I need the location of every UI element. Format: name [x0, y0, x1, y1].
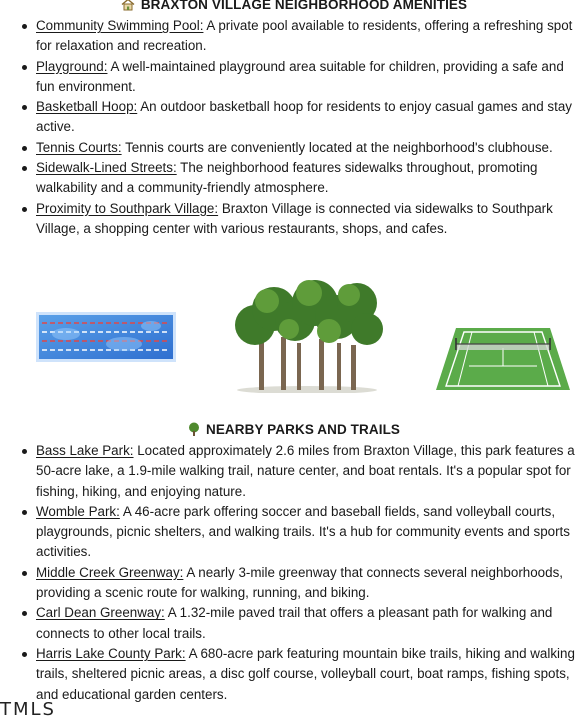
- list-item: [0, 199, 588, 240]
- list-item: [0, 97, 588, 138]
- amenity-term: Basketball Hoop:: [36, 99, 138, 115]
- trees-image: [229, 273, 385, 393]
- amenity-text: Tennis courts are conveniently located at the neighborhood's clubhouse.: [121, 139, 553, 155]
- swimming-pool-image: [36, 312, 176, 362]
- amenity-text: A private pool available to residents, offering a refreshing spot for relaxation and recreation.: [36, 18, 573, 54]
- house-icon: [121, 0, 135, 14]
- list-item: [0, 644, 588, 705]
- list-item: [0, 441, 588, 502]
- park-text: A nearly 3-mile greenway that connects several neighborhoods, providing a scenic route for walking, running, and biking.: [36, 564, 563, 601]
- amenity-term: Playground:: [36, 58, 108, 74]
- list-item: [0, 603, 588, 644]
- amenity-text: The neighborhood features sidewalks throughout, promoting walkability and a community-friendly atmosphere.: [36, 160, 538, 196]
- tennis-court-image: [436, 326, 570, 390]
- list-item: [0, 57, 588, 98]
- parks-heading: [0, 422, 588, 439]
- amenities-heading-text: BRAXTON VILLAGE NEIGHBORHOOD AMENITIES: [140, 0, 468, 12]
- park-text: A 680-acre park featuring mountain bike trails, hiking and walking trails, sheltered picnic areas, a disc golf course, volleyball court, boat ramps, fishing spots, and educational garden centers.: [36, 645, 575, 702]
- amenity-text: A well-maintained playground area suitable for children, providing a safe and fun environment.: [36, 58, 564, 94]
- park-term: Middle Creek Greenway:: [36, 564, 184, 580]
- park-term: Womble Park:: [36, 503, 120, 519]
- park-text: A 46-acre park offering soccer and baseball fields, sand volleyball courts, playgrounds, picnic shelters, and walking trails. It's a hub for community events and sports activities.: [36, 503, 570, 560]
- amenity-term: Sidewalk-Lined Streets:: [36, 160, 177, 176]
- amenities-list: [0, 16, 588, 239]
- list-item: [0, 158, 588, 199]
- list-item: [0, 563, 588, 604]
- amenity-term: Community Swimming Pool:: [36, 18, 204, 33]
- amenity-text: An outdoor basketball hoop for residents to enjoy casual games and stay active.: [36, 99, 572, 135]
- amenity-term: Tennis Courts:: [36, 139, 122, 155]
- amenity-text: Braxton Village is connected via sidewalks to Southpark Village, a shopping center with various restaurants, shops, and cafes.: [36, 200, 553, 236]
- park-term: Bass Lake Park:: [36, 443, 134, 458]
- tree-icon: [188, 422, 200, 439]
- amenity-term: Proximity to Southpark Village:: [36, 200, 219, 216]
- park-term: Harris Lake County Park:: [36, 645, 186, 661]
- amenities-heading: [0, 0, 588, 14]
- park-text: A 1.32-mile paved trail that offers a pleasant path for walking and connects to other local trails.: [36, 605, 553, 641]
- park-term: Carl Dean Greenway:: [36, 605, 165, 621]
- parks-heading-text: NEARBY PARKS AND TRAILS: [205, 422, 401, 437]
- tmls-logo: TMLS: [0, 699, 56, 720]
- list-item: [0, 16, 588, 57]
- list-item: [0, 502, 588, 563]
- parks-list: [0, 441, 588, 705]
- park-text: Located approximately 2.6 miles from Braxton Village, this park features a 50-acre lake, a 1.9-mile walking trail, nature center, and boat rentals. It's a popular spot for fishing, hiking, and enjoying nature.: [36, 443, 575, 499]
- list-item: [0, 138, 588, 158]
